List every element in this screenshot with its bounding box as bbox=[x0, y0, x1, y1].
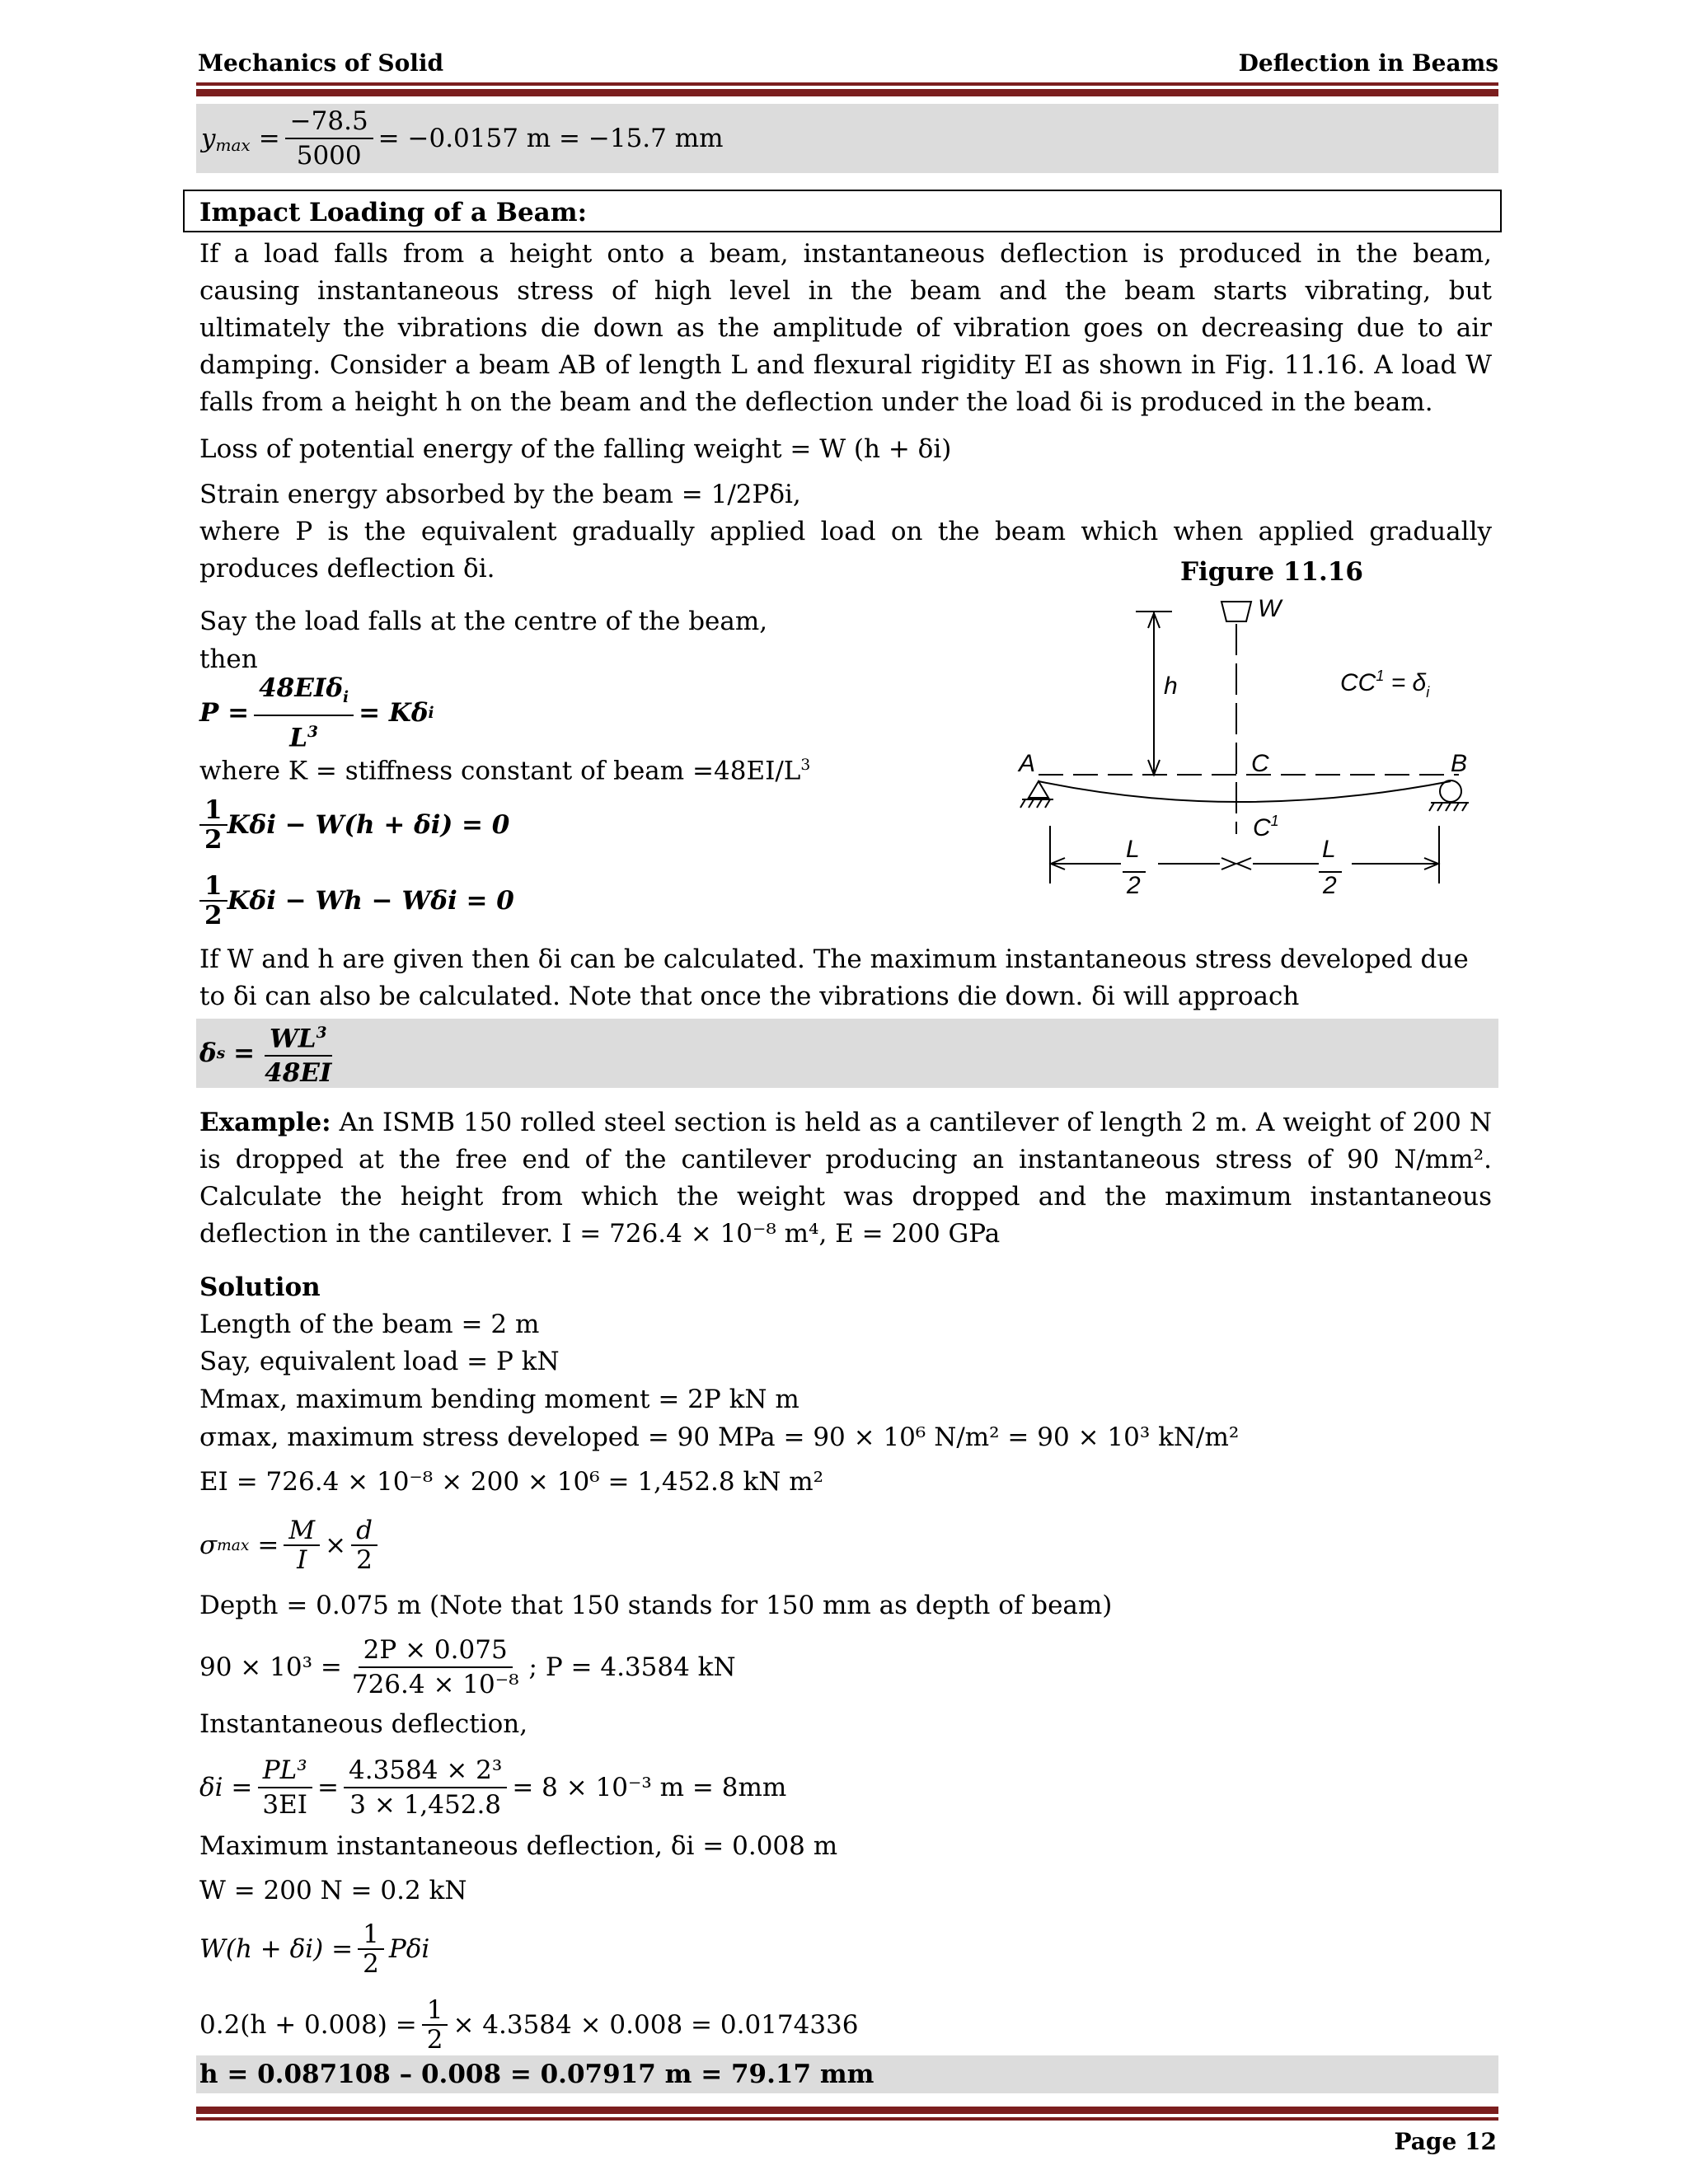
fig-label-h: h bbox=[1164, 673, 1178, 700]
fig-label-w: W bbox=[1258, 595, 1282, 622]
then-line: then bbox=[199, 644, 258, 674]
numeric-equation: 0.2(h + 0.008) = $\frac{1}{2}$ × 4.3584 × 0.008 = 0.0174336 bbox=[199, 1995, 859, 2055]
say-load-line: Say the load falls at the centre of the beam, bbox=[199, 607, 768, 636]
fig-label-2-right: 2 bbox=[1323, 872, 1337, 899]
if-w-paragraph: If W and h are given then δi can be calculated. The maximum instantaneous stress developed due to δi can also be calculated. Note that once the vibrations die down. δi will approach bbox=[199, 944, 1469, 1011]
fig-label-cc1: $CC^1 = \delta_i$ bbox=[1340, 668, 1430, 701]
solution-line-2: Say, equivalent load = P kN bbox=[199, 1347, 560, 1376]
fig-label-b: B bbox=[1451, 750, 1468, 777]
instantaneous-deflection-label: Instantaneous deflection, bbox=[199, 1709, 528, 1739]
max-inst-deflection-line: Maximum instantaneous deflection, δi = 0.008 m bbox=[199, 1831, 838, 1861]
footer-rule-top bbox=[196, 2107, 1498, 2114]
fig-label-2-left: 2 bbox=[1127, 872, 1141, 899]
weight-icon bbox=[1221, 602, 1251, 621]
fig-label-l-left: L bbox=[1126, 836, 1140, 863]
sigma-equation: σ max = $\frac{M}{I}$ × $\frac{d}{2}$ bbox=[199, 1508, 382, 1582]
depth-line: Depth = 0.075 m (Note that 150 stands for 150 mm as depth of beam) bbox=[199, 1591, 1113, 1620]
footer-rule-bottom bbox=[196, 2117, 1498, 2121]
section-title: Impact Loading of a Beam: bbox=[183, 190, 1502, 232]
figure-caption: Figure 11.16 bbox=[1180, 557, 1363, 587]
fig-label-l-right: L bbox=[1322, 836, 1336, 863]
fig-label-a: A bbox=[1019, 750, 1036, 777]
delta-s-equation: δ s = $\frac{WL^3}{48EI}$ bbox=[196, 1019, 1498, 1088]
where-p-paragraph: where P is the equivalent gradually applied load on the beam which when applied gradually produces deflection δi. bbox=[199, 517, 1492, 583]
eq-energy-balance-1: $\frac{1}{2}$ Kδi − W(h + δi) = 0 bbox=[199, 788, 509, 862]
header-rule-top bbox=[196, 82, 1498, 86]
fig-label-c1: $C^1$ bbox=[1253, 813, 1279, 841]
ninety-equation: 90 × 10³ = $\frac{2P \times 0.075}{\text{726.4 × 10⁻⁸}}$ ; P = 4.3584 kN bbox=[199, 1635, 736, 1699]
solution-title: Solution bbox=[199, 1272, 321, 1302]
solution-line-3: Mmax, maximum bending moment = 2P kN m bbox=[199, 1385, 799, 1414]
beam-figure bbox=[1014, 587, 1475, 900]
eq-p: P = $\frac{48EI\delta_i}{L^3}$ = Kδ i bbox=[199, 673, 434, 753]
w-line: W = 200 N = 0.2 kN bbox=[199, 1876, 467, 1905]
example-paragraph: Example: An ISMB 150 rolled steel section is held as a cantilever of length 2 m. A weight of 200 N is dropped at the free end of the cantilever producing an instantaneous stress of 90 N/mm². Calculate the height from which the weight was dropped and the maximum instantaneous deflection in the cantilever. I = 726.4 × 10⁻⁸ m⁴, E = 200 GPa bbox=[199, 1108, 1492, 1249]
page-number: Page 12 bbox=[1394, 2128, 1497, 2155]
energy-equation: W(h + δi) = $\frac{1}{2}$ Pδi bbox=[199, 1919, 430, 1979]
fig-label-c: C bbox=[1251, 750, 1269, 777]
header-right: Deflection in Beams bbox=[1238, 49, 1498, 77]
strain-energy-line: Strain energy absorbed by the beam = 1/2Pδi, bbox=[199, 480, 801, 509]
solution-line-1: Length of the beam = 2 m bbox=[199, 1310, 540, 1339]
loss-pe-line: Loss of potential energy of the falling weight = W (h + δi) bbox=[199, 434, 952, 464]
intro-paragraph: If a load falls from a height onto a beam, instantaneous deflection is produced in the beam, causing instantaneous stress of high level in the beam and the beam starts vibrating, but ultimately the vibrations die down as the amplitude of vibration goes on decreasing due to air damping. Consider a beam AB of length L and flexural rigidity EI as shown in Fig. 11.16. A load W falls from a height h on the beam and the deflection under the load δi is produced in the beam. bbox=[199, 239, 1492, 417]
top-equation: y $_{max}$ = $\frac{-78.5}{5000}$ = −0.0157 m = −15.7 mm bbox=[196, 104, 1498, 173]
header-rule-bottom bbox=[196, 89, 1498, 96]
where-k-line: where K = stiffness constant of beam $=48EI/L^3$ bbox=[199, 756, 811, 786]
header-left: Mechanics of Solid bbox=[198, 49, 444, 77]
ei-line: EI = 726.4 × 10⁻⁸ × 200 × 10⁶ = 1,452.8 kN m² bbox=[199, 1467, 824, 1497]
solution-line-4: σmax, maximum stress developed = 90 MPa = 90 × 10⁶ N/m² = 90 × 10³ kN/m² bbox=[199, 1422, 1240, 1452]
delta-i-equation: δi = $\frac{\text{PL³}}{3EI}$ = $\frac{\text{4.3584 × 2³}}{3 \times 1,452.8}$ = 8 × 10⁻³ m = 8mm bbox=[199, 1755, 787, 1820]
final-answer: h = 0.087108 – 0.008 = 0.07917 m = 79.17 mm bbox=[196, 2055, 1498, 2093]
eq-energy-balance-2: $\frac{1}{2}$ Kδi − Wh − Wδi = 0 bbox=[199, 864, 514, 938]
